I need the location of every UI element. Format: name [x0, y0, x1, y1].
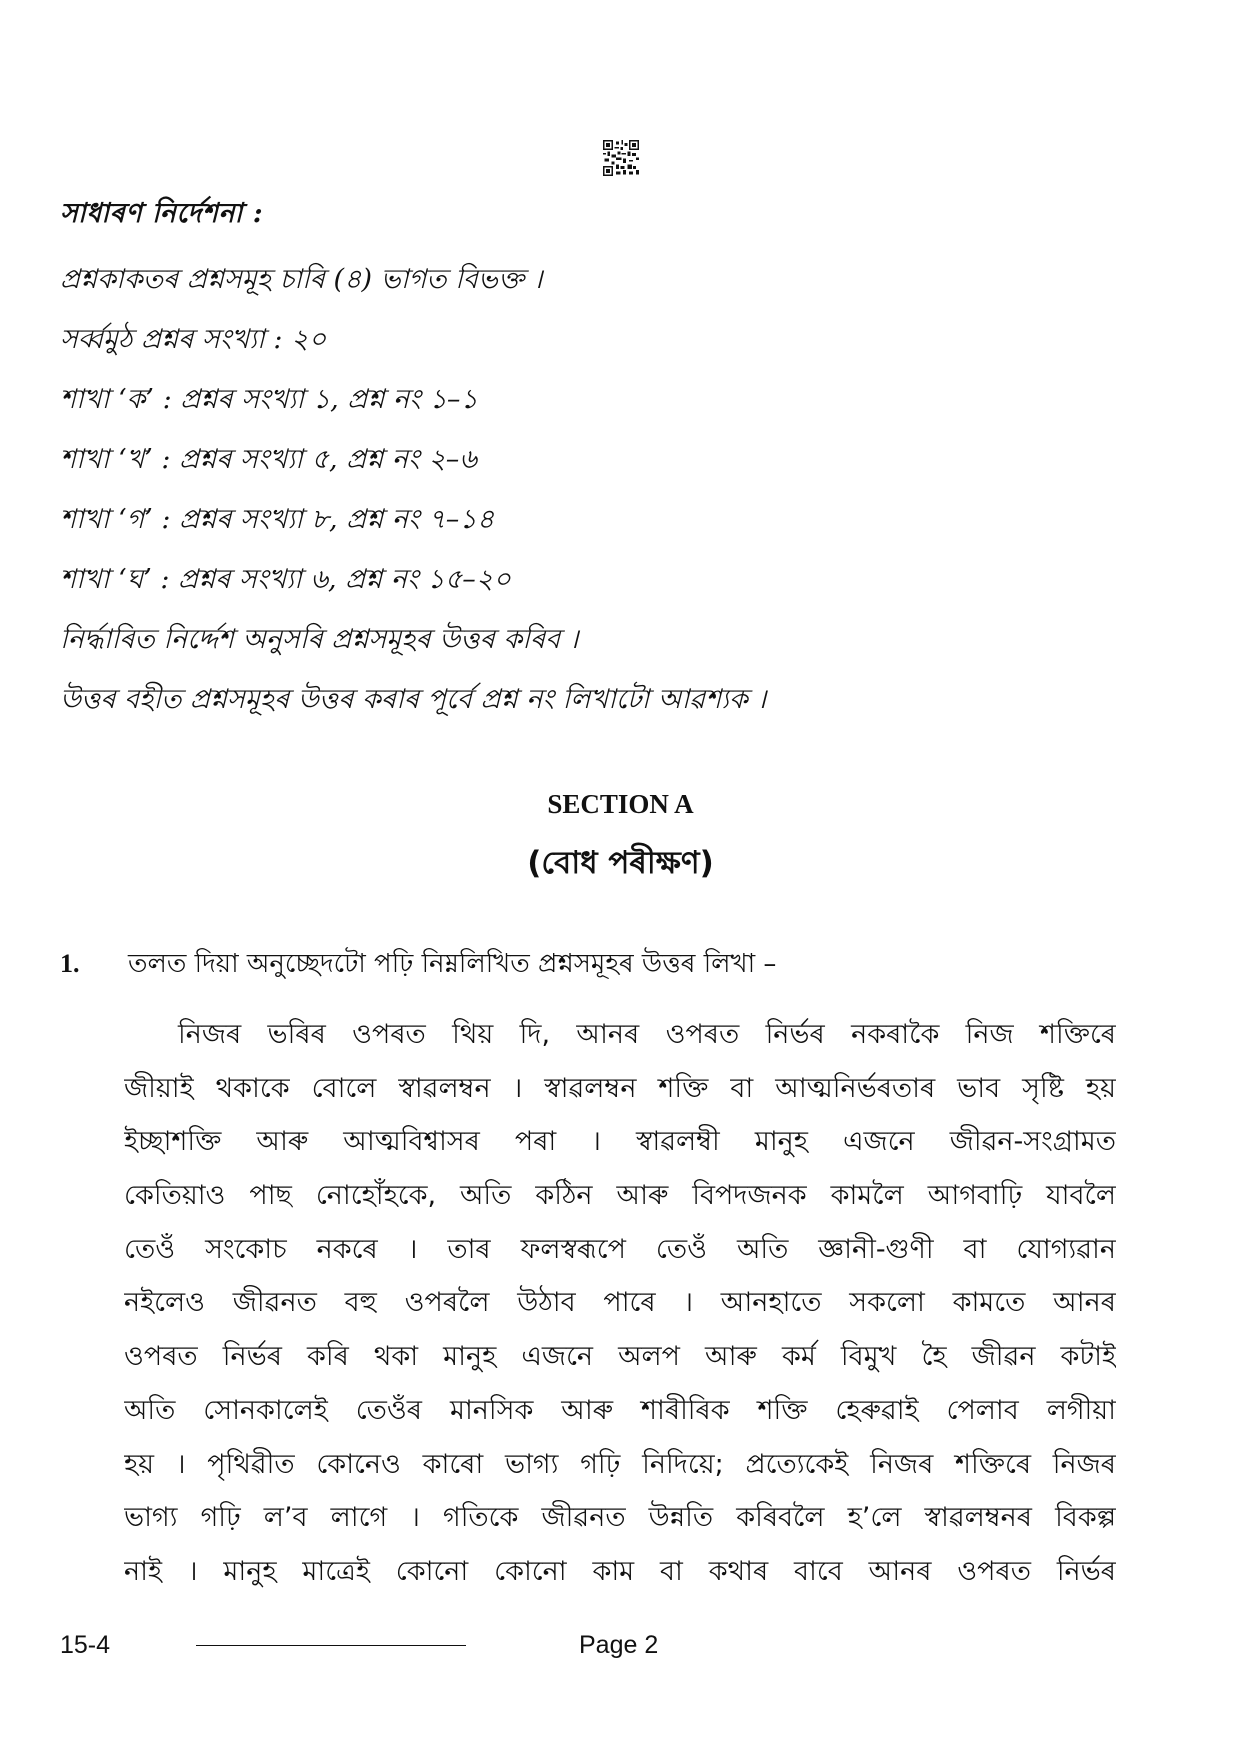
passage-line: নাই । মানুহ মাত্ৰেই কোনো কোনো কাম বা কথাৰ বাবে আনৰ ওপৰত নিৰ্ভৰ	[124, 1555, 1116, 1587]
passage-line: ভাগ্য গঢ়ি ল’ব লাগে । গতিকে জীৱনত উন্নতি কৰিবলৈ হ’লে স্বাৱলম্বনৰ বিকল্প	[124, 1502, 1116, 1534]
passage-line: কেতিয়াও পাছ নোহোঁহকে, অতি কঠিন আৰু বিপদজনক কামলৈ আগবাঢ়ি যাবলৈ	[124, 1180, 1116, 1212]
instruction-item: উত্তৰ বহীত প্ৰশ্নসমূহৰ উত্তৰ কৰাৰ পূৰ্বে প্ৰশ্ন নং লিখাটো আৱশ্যক ।	[60, 684, 767, 715]
passage-line: অতি সোনকালেই তেওঁৰ মানসিক আৰু শাৰীৰিক শক্তি হেৰুৱাই পেলাব লগীয়া	[124, 1394, 1116, 1426]
passage-line: তেওঁ সংকোচ নকৰে । তাৰ ফলস্বৰূপে তেওঁ অতি জ্ঞানী-গুণী বা যোগ্যৱান	[124, 1233, 1116, 1265]
instruction-item: শাখা ‘খ’ : প্ৰশ্নৰ সংখ্যা ৫, প্ৰশ্ন নং ২–৬	[60, 444, 477, 475]
passage-line: নিজৰ ভৰিৰ ওপৰত থিয় দি, আনৰ ওপৰত নিৰ্ভৰ নকৰাকৈ নিজ শক্তিৰে	[178, 1019, 1116, 1050]
passage-line: হয় । পৃথিৱীত কোনেও কাৰো ভাগ্য গঢ়ি নিদিয়ে; প্ৰত্যেকেই নিজৰ শক্তিৰে নিজৰ	[124, 1448, 1116, 1480]
comprehension-passage	[124, 1008, 1116, 1599]
footer-divider	[196, 1645, 466, 1646]
instruction-item: নিৰ্দ্ধাৰিত নিৰ্দ্দেশ অনুসৰি প্ৰশ্নসমূহৰ উত্তৰ কৰিব ।	[60, 624, 579, 655]
passage-line: জীয়াই থকাকে বোলে স্বাৱলম্বন । স্বাৱলম্বন শক্তি বা আত্মনিৰ্ভৰতাৰ ভাব সৃষ্টি হয়	[124, 1072, 1116, 1104]
instruction-item: শাখা ‘ঘ’ : প্ৰশ্নৰ সংখ্যা ৬, প্ৰশ্ন নং ১৫–২০	[60, 564, 511, 595]
instruction-item: শাখা ‘ক’ : প্ৰশ্নৰ সংখ্যা ১, প্ৰশ্ন নং ১–১	[60, 384, 478, 415]
instruction-item: প্ৰশ্নকাকতৰ প্ৰশ্নসমূহ চাৰি (৪) ভাগত বিভক্ত ।	[60, 264, 543, 295]
instructions-heading: সাধাৰণ নিৰ্দেশনা :	[60, 198, 264, 229]
passage-line: ওপৰত নিৰ্ভৰ কৰি থকা মানুহ এজনে অলপ আৰু কৰ্ম বিমুখ হৈ জীৱন কটাই	[124, 1341, 1116, 1373]
passage-line: ইচ্ছাশক্তি আৰু আত্মবিশ্বাসৰ পৰা । স্বাৱলম্বী মানুহ এজনে জীৱন-সংগ্ৰামত	[124, 1126, 1116, 1158]
paper-code: 15-4	[60, 1631, 111, 1659]
question-number: 1.	[60, 949, 80, 978]
qr-code-icon	[603, 140, 639, 176]
instruction-item: শাখা ‘গ’ : প্ৰশ্নৰ সংখ্যা ৮, প্ৰশ্ন নং ৭–১৪	[60, 504, 495, 535]
instructions-list	[60, 250, 766, 730]
instruction-item: সৰ্ব্বমুঠ প্ৰশ্নৰ সংখ্যা : ২০	[60, 324, 327, 355]
section-subtitle: (বোধ পৰীক্ষণ)	[527, 845, 714, 881]
page-number: Page 2	[579, 1631, 659, 1659]
question-text: তলত দিয়া অনুচ্ছেদটো পঢ়ি নিম্নলিখিত প্ৰশ্নসমূহৰ উত্তৰ লিখা –	[128, 949, 777, 979]
section-title: SECTION A	[547, 789, 694, 819]
passage-line: নইলেও জীৱনত বহু ওপৰলৈ উঠাব পাৰে । আনহাতে সকলো কামতে আনৰ	[124, 1287, 1116, 1319]
